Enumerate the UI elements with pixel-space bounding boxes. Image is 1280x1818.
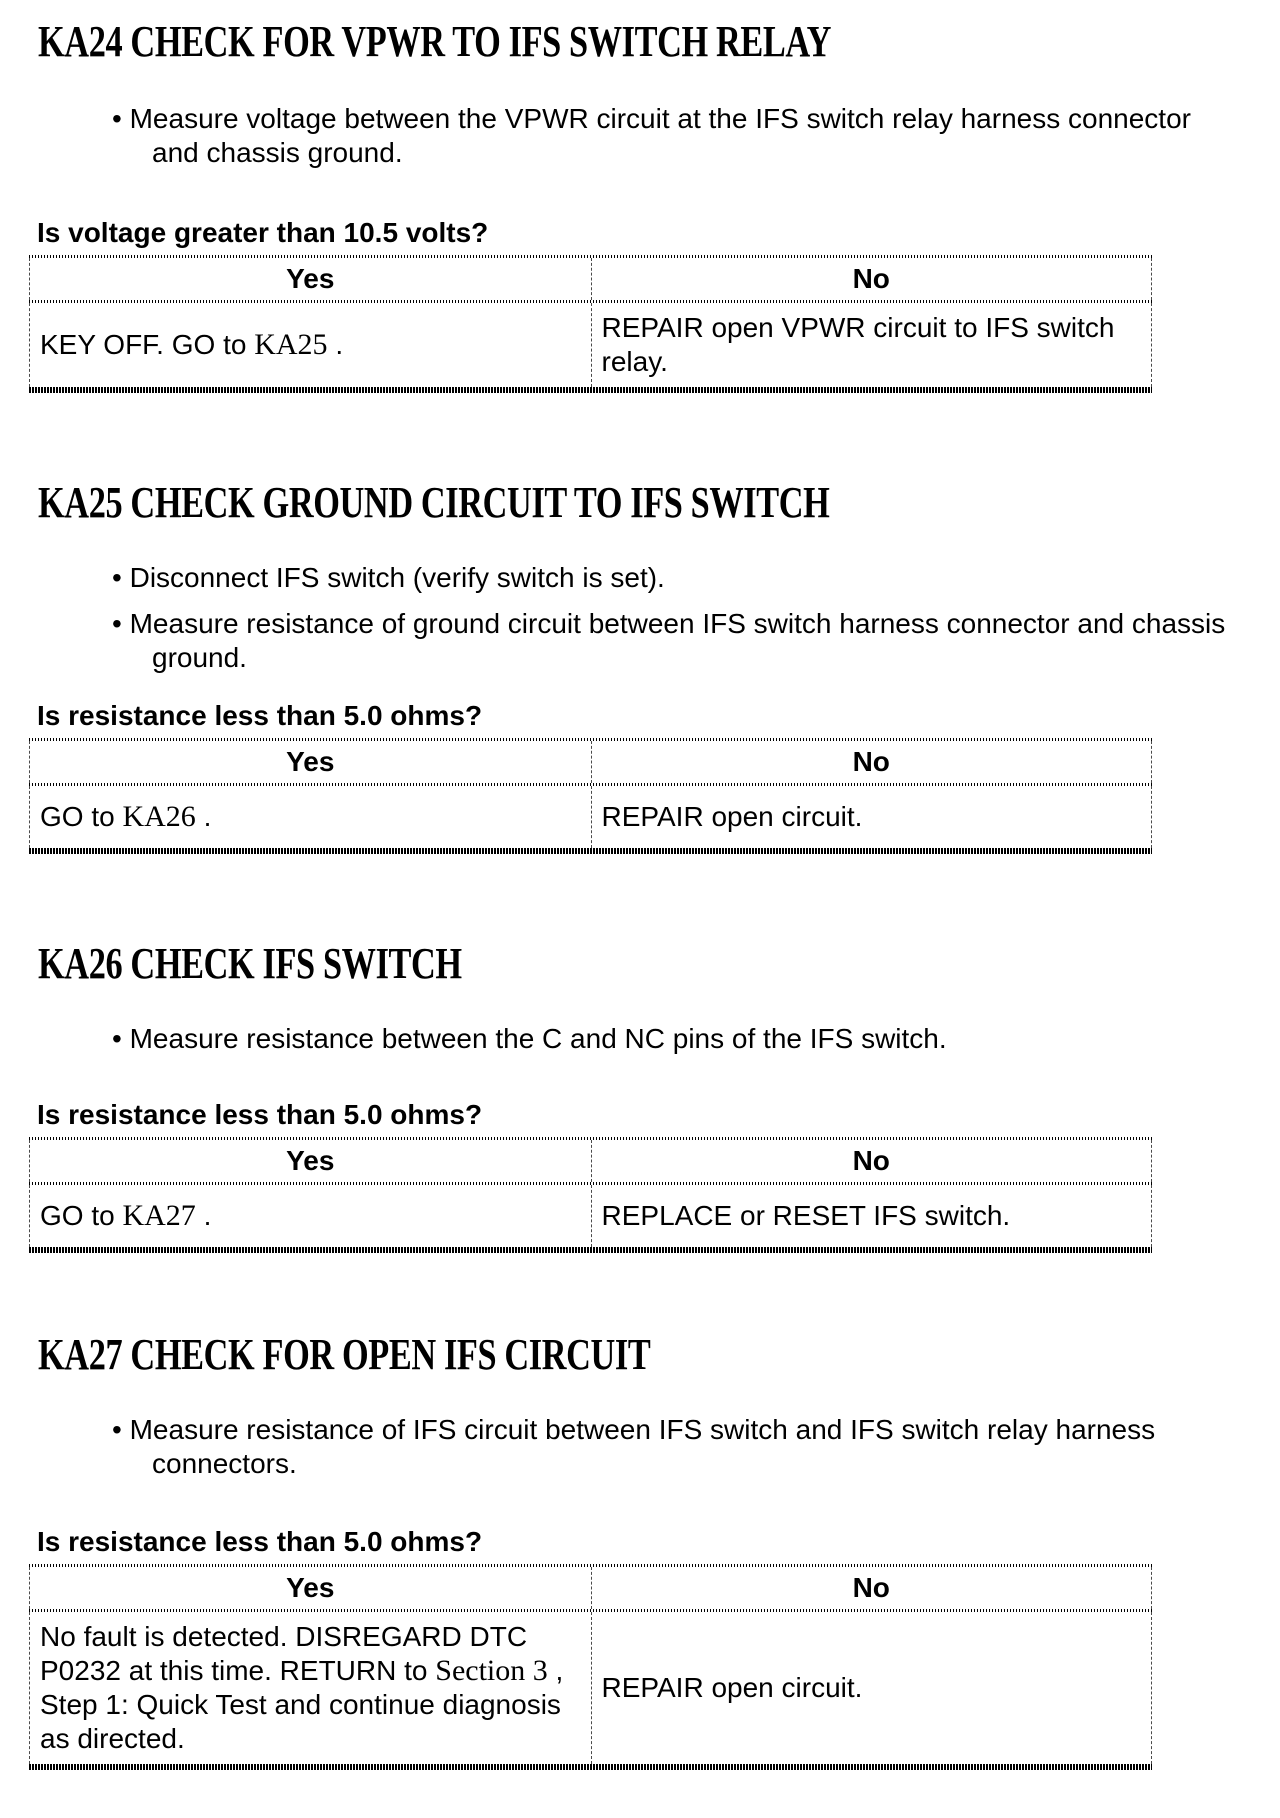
yes-header-cell: Yes (29, 258, 591, 300)
procedure-step: • Measure voltage between the VPWR circuit at the IFS switch relay harness connector and chassis ground. (0, 102, 1245, 170)
link-ka26[interactable]: KA26 (122, 800, 196, 833)
procedure-step: • Disconnect IFS switch (verify switch is set). (0, 561, 1245, 595)
section-ka24 (0, 17, 1280, 393)
yes-result-cell (29, 303, 591, 387)
section-heading (38, 17, 1280, 66)
yes-result-post: . (195, 801, 212, 832)
table-bottom-border (29, 848, 1152, 854)
procedure-step: • Measure resistance of IFS circuit between IFS switch and IFS switch relay harness connectors. (0, 1413, 1245, 1481)
section-heading-text: KA24 CHECK FOR VPWR TO IFS SWITCH RELAY (38, 17, 832, 66)
no-result-cell (591, 786, 1153, 848)
no-result-cell (591, 1185, 1153, 1247)
no-result-text: REPLACE or RESET IFS switch. (601, 1200, 1011, 1231)
table-header-row (29, 741, 1152, 783)
table-body-row (29, 1612, 1152, 1764)
yes-no-table (29, 1137, 1152, 1253)
procedure-step: • Measure resistance between the C and NC pins of the IFS switch. (0, 1022, 1245, 1056)
decision-question: Is resistance less than 5.0 ohms? (37, 1099, 483, 1130)
table-body-row (29, 786, 1152, 848)
section-heading-text: KA25 CHECK GROUND CIRCUIT TO IFS SWITCH (38, 478, 830, 527)
link-section-3[interactable]: Section 3 (435, 1654, 548, 1687)
yes-result-pre: KEY OFF. GO to (40, 329, 255, 360)
table-header-row (29, 1567, 1152, 1609)
yes-result-text (40, 1620, 581, 1756)
yes-header-cell: Yes (29, 1140, 591, 1182)
section-heading-text: KA27 CHECK FOR OPEN IFS CIRCUIT (38, 1330, 651, 1379)
yes-result-text (40, 328, 343, 362)
yes-result-post: . (195, 1200, 212, 1231)
yes-result-cell (29, 1612, 591, 1764)
section-heading (38, 1330, 1280, 1379)
yes-no-table (29, 738, 1152, 854)
section-ka27 (0, 1330, 1280, 1770)
no-result-text: REPAIR open circuit. (601, 801, 863, 832)
yes-result-pre: GO to (40, 1200, 123, 1231)
yes-header-cell: Yes (29, 741, 591, 783)
procedure-step: • Measure resistance of ground circuit between IFS switch harness connector and chassis ground. (0, 607, 1245, 675)
table-header-row (29, 1140, 1152, 1182)
table-header-row (29, 258, 1152, 300)
section-ka25 (0, 478, 1280, 854)
table-bottom-border (29, 1247, 1152, 1253)
section-ka26 (0, 939, 1280, 1253)
procedure-steps (0, 561, 1245, 675)
decision-question: Is resistance less than 5.0 ohms? (37, 1526, 483, 1557)
decision-question: Is resistance less than 5.0 ohms? (37, 700, 483, 731)
section-heading (38, 939, 1280, 988)
no-result-text: REPAIR open VPWR circuit to IFS switch relay. (601, 312, 1115, 377)
table-bottom-border (29, 1764, 1152, 1770)
yes-header-cell: Yes (29, 1567, 591, 1609)
yes-result-pre: GO to (40, 801, 123, 832)
no-result-cell (591, 303, 1153, 387)
document-page (0, 17, 1280, 1818)
procedure-steps (0, 1022, 1245, 1056)
table-bottom-border (29, 387, 1152, 393)
section-heading-text: KA26 CHECK IFS SWITCH (38, 939, 462, 988)
yes-no-table (29, 255, 1152, 393)
yes-result-text (40, 800, 211, 834)
no-result-text: REPAIR open circuit. (601, 1672, 863, 1703)
table-body-row (29, 1185, 1152, 1247)
yes-result-pre: No fault is detected. DISREGARD DTC P0232 at this time. RETURN to (40, 1621, 528, 1686)
yes-result-cell (29, 1185, 591, 1247)
no-header-cell: No (591, 1567, 1153, 1609)
procedure-steps (0, 102, 1245, 170)
no-header-cell: No (591, 258, 1153, 300)
section-heading (38, 478, 1280, 527)
link-ka25[interactable]: KA25 (254, 328, 328, 361)
no-header-cell: No (591, 741, 1153, 783)
yes-result-post: . (327, 329, 344, 360)
decision-question: Is voltage greater than 10.5 volts? (37, 217, 489, 248)
no-result-cell (591, 1612, 1153, 1764)
no-header-cell: No (591, 1140, 1153, 1182)
procedure-steps (0, 1413, 1245, 1481)
yes-result-cell (29, 786, 591, 848)
yes-result-text (40, 1199, 211, 1233)
yes-no-table (29, 1564, 1152, 1770)
yes-result-post: , Step 1: Quick Test and continue diagnosis as directed. (40, 1655, 564, 1754)
table-body-row (29, 303, 1152, 387)
link-ka27[interactable]: KA27 (122, 1199, 196, 1232)
